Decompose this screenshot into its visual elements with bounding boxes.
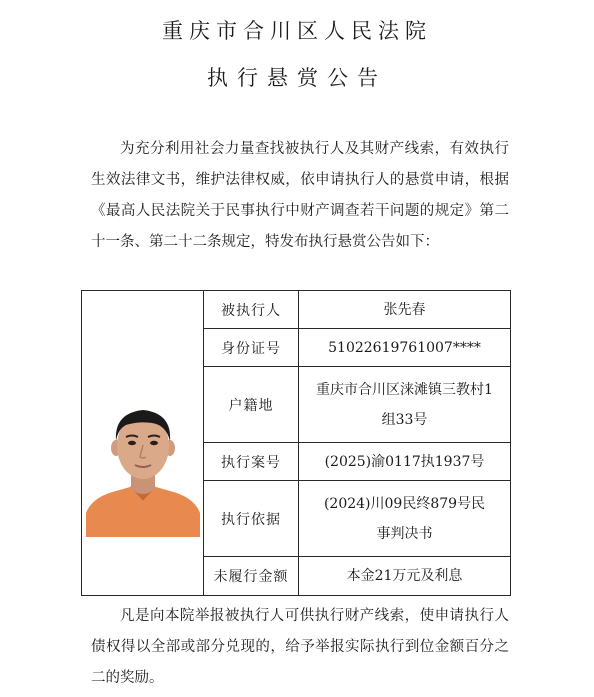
value-domicile: 重庆市合川区涞滩镇三教村1组33号 xyxy=(299,367,511,443)
label-case-number: 执行案号 xyxy=(204,443,299,481)
table-row xyxy=(82,291,511,329)
label-id-number: 身份证号 xyxy=(204,329,299,367)
label-debtor-name: 被执行人 xyxy=(204,291,299,329)
value-unpaid-amount: 本金21万元及利息 xyxy=(299,557,511,596)
value-debtor-name: 张先春 xyxy=(299,291,511,329)
court-name: 重庆市合川区人民法院 xyxy=(162,19,432,43)
debtor-info-table xyxy=(81,290,511,596)
reward-paragraph: 凡是向本院举报被执行人可供执行财产线索，使申请执行人债权得以全部或部分兑现的，给予举报实际执行到位金额百分之二的奖励。 xyxy=(91,608,509,686)
value-id-number: 51022619761007**** xyxy=(299,329,511,367)
value-case-number: (2025)渝0117执1937号 xyxy=(299,443,511,481)
label-unpaid-amount: 未履行金额 xyxy=(204,557,299,596)
label-basis: 执行依据 xyxy=(204,481,299,557)
value-basis: (2024)川09民终879号民事判决书 xyxy=(299,481,511,557)
notice-title: 执行悬赏公告 xyxy=(207,66,387,90)
photo-cell xyxy=(82,291,204,596)
label-domicile: 户籍地 xyxy=(204,367,299,443)
person-photo-icon xyxy=(86,401,200,537)
intro-paragraph: 为充分利用社会力量查找被执行人及其财产线索，有效执行生效法律文书，维护法律权威，依申请执行人的悬赏申请，根据《最高人民法院关于民事执行中财产调查若干问题的规定》第二十一条、第二十二条规定，特发布执行悬赏公告如下： xyxy=(91,141,509,250)
